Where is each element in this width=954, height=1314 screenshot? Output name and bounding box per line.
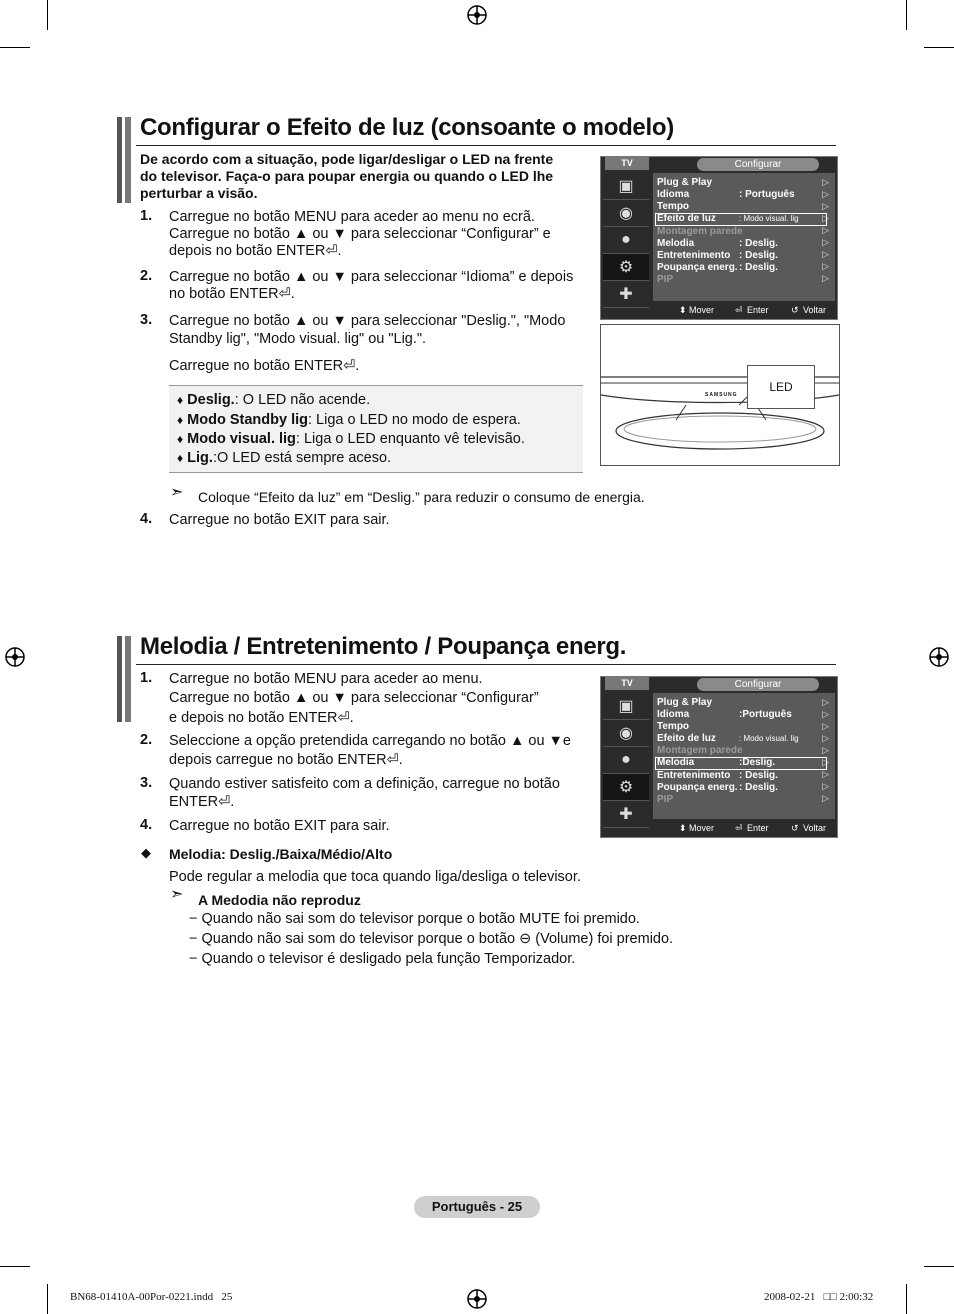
osd-footer: ⬍ Mover ⏎ Enter ↺ Voltar (679, 305, 827, 315)
step-number: 1. (140, 208, 153, 224)
channel-icon: ● (603, 747, 649, 774)
input-icon: ✚ (603, 801, 649, 828)
step-text: Carregue no botão MENU para aceder ao menu. (169, 671, 483, 687)
osd-row: Idioma :Português (657, 709, 792, 720)
sound-icon: ◉ (603, 200, 649, 227)
osd-menu-pane (653, 173, 835, 301)
section-title: Melodia / Entretenimento / Poupança energ. (140, 633, 627, 660)
enter-icon: ⏎ (735, 823, 743, 833)
step-text: e depois no botão ENTER⏎. (169, 710, 354, 726)
file-info: BN68-01410A-00Por-0221.indd 25 (70, 1291, 233, 1303)
step-number: 3. (140, 312, 153, 328)
osd-row: PIP (657, 274, 674, 285)
registration-mark-icon (465, 1287, 489, 1311)
step-number: 4. (140, 511, 153, 527)
crop-mark (906, 1284, 907, 1314)
led-illustration (600, 324, 840, 466)
step-number: 2. (140, 268, 153, 284)
move-icon: ⬍ (679, 823, 687, 833)
osd-row: Entretenimento : Deslig. (657, 250, 778, 261)
osd-footer: ⬍ Mover ⏎ Enter ↺ Voltar (679, 823, 827, 833)
registration-mark-icon (927, 645, 951, 669)
input-icon: ✚ (603, 281, 649, 308)
osd-header: Configurar (697, 158, 819, 171)
sound-icon: ◉ (603, 720, 649, 747)
diamond-bullet-icon: ◆ (141, 845, 151, 860)
enter-icon: ⏎ (735, 305, 743, 315)
title-accent-bar (117, 117, 131, 203)
osd-row: Efeito de luz : Modo visual. lig (657, 733, 799, 744)
step-text: Seleccione a opção pretendida carregando no botão ▲ ou ▼e (169, 733, 571, 749)
option-item: ♦ Deslig.: O LED não acende. (177, 392, 371, 408)
setup-gear-icon: ⚙ (603, 254, 649, 281)
section-title: Configurar o Efeito de luz (consoante o modelo) (140, 114, 674, 141)
crop-mark (924, 1266, 954, 1267)
dash-item: − Quando o televisor é desligado pela função Temporizador. (189, 951, 576, 967)
osd-row: Melodia :Deslig. (657, 757, 776, 768)
diamond-bullet-icon: ♦ (177, 432, 184, 446)
page-number-badge: Português - 25 (414, 1196, 540, 1218)
osd-row: Poupança energ. : Deslig. (657, 262, 778, 273)
osd-arrows: ▷ ▷ ▷ ▷ ▷ ▷ ▷ ▷ ▷ (822, 697, 829, 803)
osd-row: Poupança energ. : Deslig. (657, 782, 778, 793)
osd-row: Entretenimento : Deslig. (657, 770, 778, 781)
step-text: Carregue no botão MENU para aceder ao menu no ecrã. (169, 209, 535, 225)
osd-row: Plug & Play (657, 177, 713, 188)
intro-line: do televisor. Faça-o para poupar energia ou quando o LED lhe (140, 168, 554, 184)
option-item: ♦ Modo visual. lig: Liga o LED enquanto vê televisão. (177, 431, 525, 447)
osd-menu-screenshot (600, 156, 838, 320)
crop-mark (906, 0, 907, 30)
step-text: ENTER⏎. (169, 794, 235, 810)
step-text: Carregue no botão EXIT para sair. (169, 512, 390, 528)
osd-row: PIP (657, 794, 674, 805)
print-date: 2008-02-21 □□ 2:00:32 (764, 1291, 874, 1303)
diamond-bullet-icon: ♦ (177, 393, 184, 407)
osd-row: Efeito de luz : Modo visual. lig (657, 213, 799, 224)
diamond-bullet-icon: ♦ (177, 413, 184, 427)
note-arrow-icon: ➣ (170, 484, 184, 501)
return-icon: ↺ (791, 823, 799, 833)
return-icon: ↺ (791, 305, 799, 315)
step-text: Carregue no botão ENTER⏎. (169, 358, 360, 374)
step-number: 4. (140, 817, 153, 833)
channel-icon: ● (603, 227, 649, 254)
registration-mark-icon (3, 645, 27, 669)
melodia-title: Melodia: Deslig./Baixa/Médio/Alto (169, 846, 393, 862)
crop-mark (924, 47, 954, 48)
step-number: 2. (140, 732, 153, 748)
osd-header: Configurar (697, 678, 819, 691)
osd-menu-screenshot (600, 676, 838, 838)
step-number: 3. (140, 775, 153, 791)
intro-line: perturbar a visão. (140, 185, 258, 201)
title-rule (136, 664, 836, 665)
osd-row: Tempo (657, 721, 690, 732)
step-text: depois carregue no botão ENTER⏎. (169, 752, 403, 768)
move-icon: ⬍ (679, 305, 687, 315)
step-number: 1. (140, 670, 153, 686)
step-text: Carregue no botão EXIT para sair. (169, 818, 390, 834)
osd-row: Montagem parede (657, 226, 743, 237)
step-text: Standby lig", "Modo visual. lig" ou "Lig.". (169, 331, 427, 347)
title-accent-bar (117, 636, 131, 722)
brand-logo: SAMSUNG (705, 392, 738, 398)
crop-mark (0, 47, 30, 48)
led-callout: LED (747, 365, 815, 409)
option-item: ♦ Lig.:O LED está sempre aceso. (177, 450, 392, 466)
osd-arrows: ▷ ▷ ▷ ▷ ▷ ▷ ▷ ▷ ▷ (822, 177, 829, 283)
step-text: Carregue no botão ▲ ou ▼ para seleccionar "Deslig.", "Modo (169, 313, 566, 329)
picture-icon: ▣ (603, 693, 649, 720)
osd-tv-label: TV (605, 677, 649, 690)
osd-row: Idioma : Português (657, 189, 795, 200)
picture-icon: ▣ (603, 173, 649, 200)
osd-row: Melodia : Deslig. (657, 238, 778, 249)
setup-gear-icon: ⚙ (603, 774, 649, 801)
dash-item: − Quando não sai som do televisor porque o botão ⊖ (Volume) foi premido. (189, 931, 674, 947)
osd-sidebar (603, 693, 649, 828)
option-item: ♦ Modo Standby lig: Liga o LED no modo de espera. (177, 412, 521, 428)
step-text: depois no botão ENTER⏎. (169, 243, 342, 259)
osd-row: Montagem parede (657, 745, 743, 756)
osd-tv-label: TV (605, 157, 649, 170)
diamond-bullet-icon: ♦ (177, 451, 184, 465)
note-title: A Medodia não reproduz (198, 892, 361, 908)
note-text: Coloque “Efeito da luz” em “Deslig.” para reduzir o consumo de energia. (198, 489, 645, 505)
osd-row: Plug & Play (657, 697, 713, 708)
osd-sidebar (603, 173, 649, 308)
step-text: Carregue no botão ▲ ou ▼ para seleccionar “Configurar” e (169, 226, 551, 242)
intro-line: De acordo com a situação, pode ligar/desligar o LED na frente (140, 151, 554, 167)
melodia-desc: Pode regular a melodia que toca quando liga/desliga o televisor. (169, 869, 581, 885)
step-text: no botão ENTER⏎. (169, 286, 295, 302)
title-rule (136, 145, 836, 146)
step-text: Quando estiver satisfeito com a definição, carregue no botão (169, 776, 560, 792)
step-text: Carregue no botão ▲ ou ▼ para seleccionar “Idioma” e depois (169, 269, 574, 285)
note-arrow-icon: ➣ (170, 886, 184, 903)
crop-mark (47, 0, 48, 30)
registration-mark-icon (465, 3, 489, 27)
crop-mark (47, 1284, 48, 1314)
osd-row: Tempo (657, 201, 690, 212)
osd-menu-pane (653, 693, 835, 819)
step-text: Carregue no botão ▲ ou ▼ para seleccionar “Configurar” (169, 690, 539, 706)
dash-item: − Quando não sai som do televisor porque o botão MUTE foi premido. (189, 911, 640, 927)
crop-mark (0, 1266, 30, 1267)
